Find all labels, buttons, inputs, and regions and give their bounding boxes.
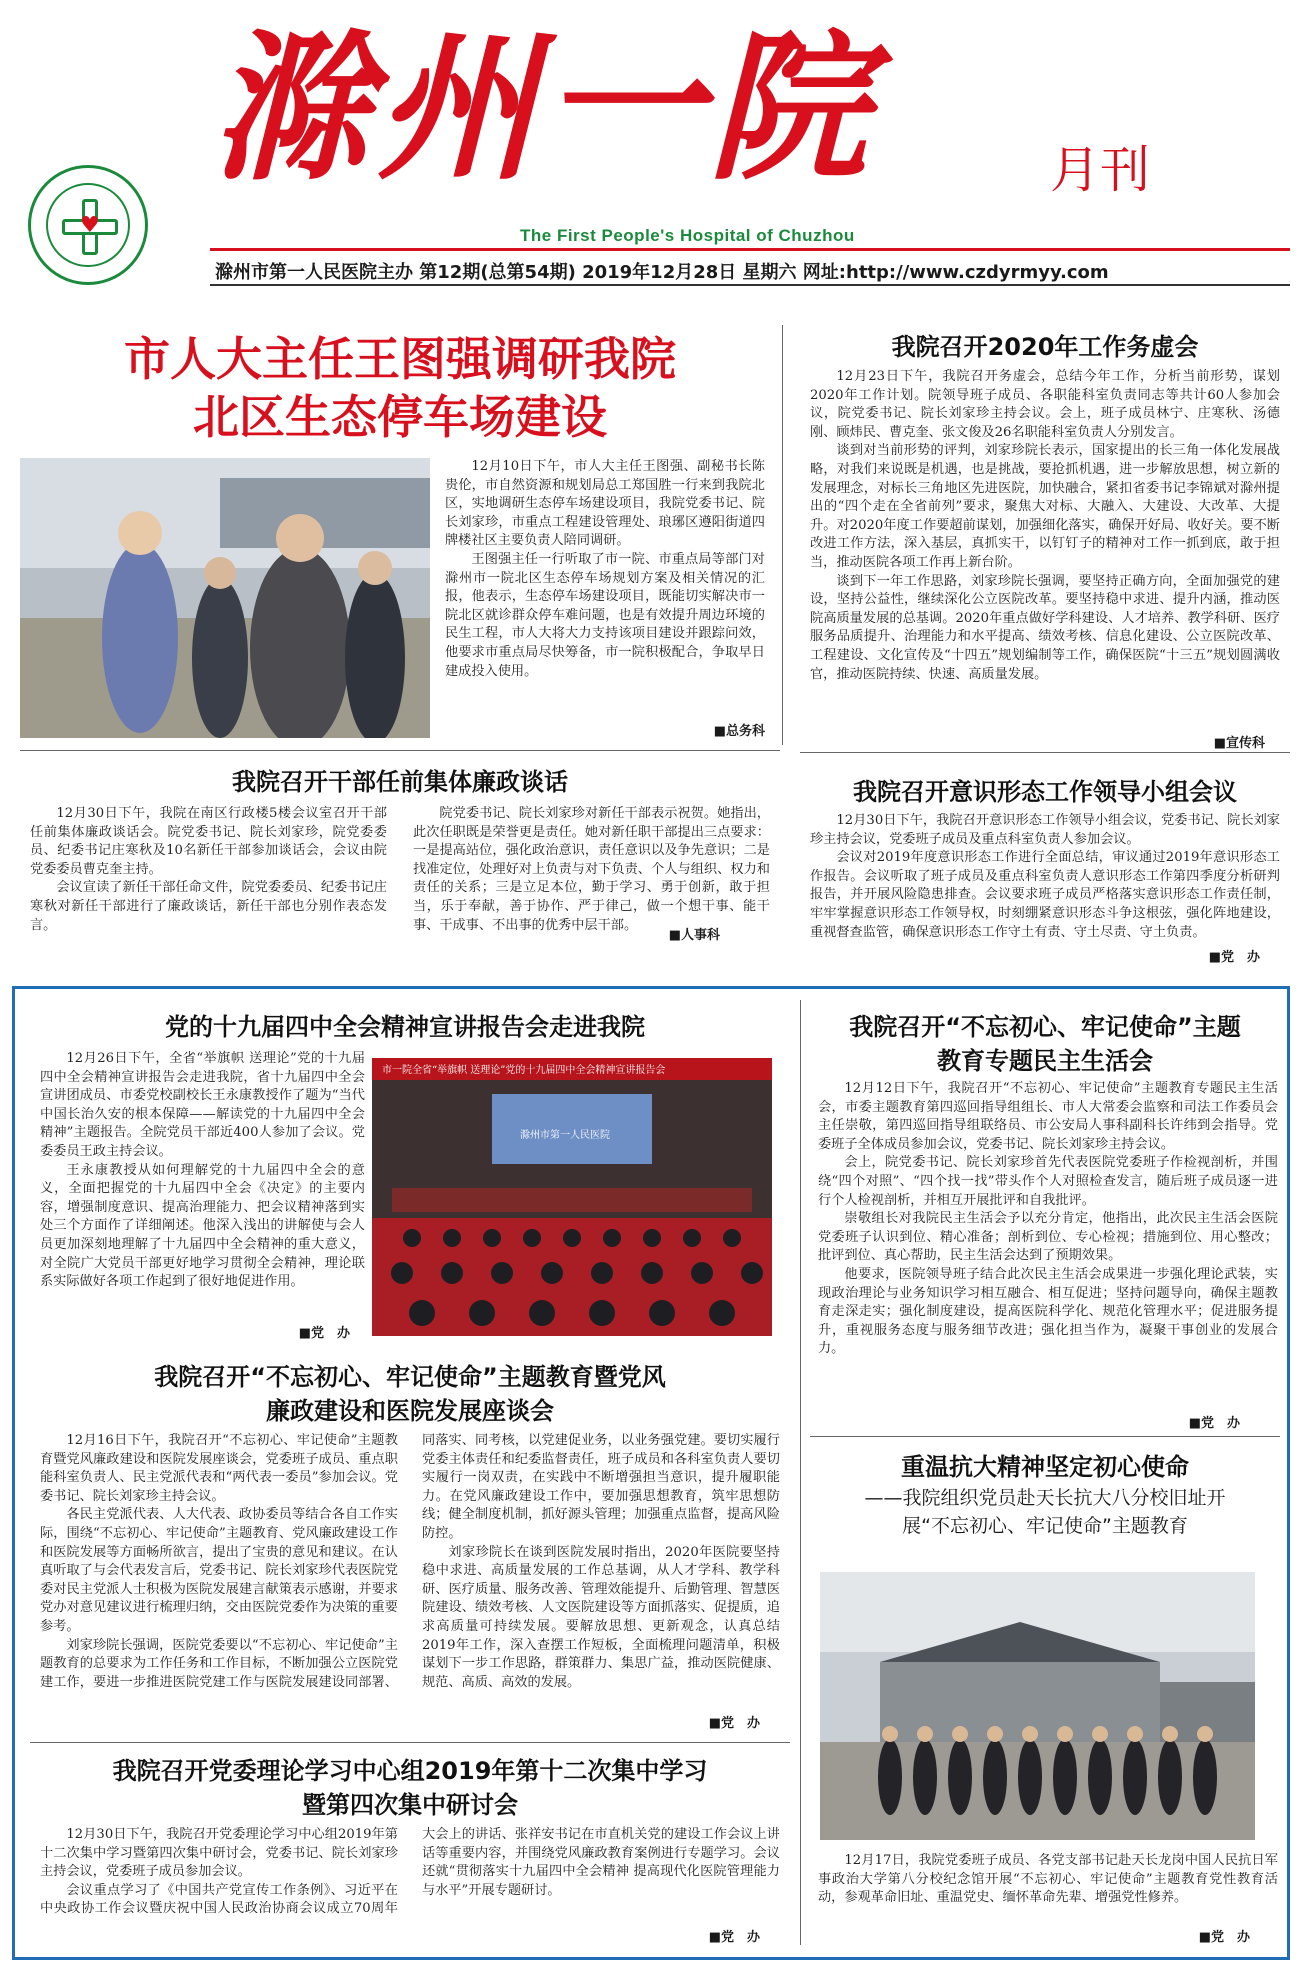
lecture-photo <box>372 1058 772 1336</box>
row-divider <box>30 1742 790 1743</box>
article-5-signature: ■党 办 <box>298 1326 350 1341</box>
lecture-banner: 市一院全省“举旗帜 送理论”党的十九届四中全会精神宣讲报告会 <box>382 1065 666 1076</box>
article-3-body: 12月30日下午，我院在南区行政楼5楼会议室召开干部任前集体廉政谈话会。院党委书记、院长刘家珍，院党委委员、纪委书记庄寒秋及10名新任干部参加谈话会，会议由院党委委员曹克奎主持。 会议宣读了新任干部任命文件，院党委委员、纪委书记庄寒秋对新任干部进行了廉政谈话，新任干部也分别作表态发言。 院党委书记、院长刘家珍对新任干部表示祝贺。她指出，此次任职既是荣誉更是责任。她对新任职干部提出三点要求：一是提高站位，强化政治意识，责任意识以及争先意识；二是找准定位，处理好对上负责与对下负责、个人与组织、权力和责任的关系；三是立足本位，勤于学习、勇于创新，敢于担当，乐于奉献，善于协作、严于律己，做一个想干事、能干事、干成事、不出事的优秀中层干部。 <box>30 806 770 933</box>
lecture-screen: 滁州市第一人民医院 <box>520 1130 610 1141</box>
article-6-signature: ■党 办 <box>1188 1416 1240 1431</box>
article-4-signature: ■党 办 <box>1208 950 1260 965</box>
info-rule <box>210 284 1290 286</box>
hospital-logo <box>28 165 148 285</box>
article-9-signature: ■党 办 <box>708 1930 760 1945</box>
article-7-title: 我院召开“不忘初心、牢记使命”主题教育暨党风 廉政建设和医院发展座谈会 <box>154 1363 666 1425</box>
lead-body: 12月10日下午，市人大主任王图强、副秘书长陈贵伦，市自然资源和规划局总工郑国胜一行来到我院北区，实地调研生态停车场建设项目，我院党委书记、院长刘家珍，市重点工程建设管理处、琅琊区遵阳街道四牌楼社区主要负责人陪同调研。 王图强主任一行听取了市一院、市重点局等部门对滁州市一院北区生态停车场规划方案及相关情况的汇报，他表示，生态停车场建设项目，既能切实解决市一院北区就诊群众停车难问题，也是有效提升周边环境的民生工程，市人大将大力支持该项目建设并跟踪问效，他要求市重点局尽快筹备，市一院积极配合，争取早日建成投入使用。 <box>445 459 765 679</box>
memorial-photo <box>820 1572 1255 1840</box>
issue-info: 滁州市第一人民医院主办 第12期(总第54期) 2019年12月28日 星期六 网址:http://www.czdyrmyy.com <box>215 262 1109 283</box>
article-4-body: 12月30日下午，我院召开意识形态工作领导小组会议，党委书记、院长刘家珍主持会议，党委班子成员及重点科室负责人参加会议。 会议对2019年度意识形态工作进行全面总结，审议通过2019年意识形态工作报告。会议听取了班子成员及重点科室负责人意识形态工作第四季度分析研判报告，并开展风险隐患排查。会议要求班子成员严格落实意识形态工作责任制，牢牢掌握意识形态工作领导权，时刻绷紧意识形态斗争这根弦，强化阵地建设，重视督查监管，确保意识形态工作守土有责、守土尽责、守土负责。 <box>810 813 1280 940</box>
article-2-signature: ■宣传科 <box>1213 736 1265 751</box>
article-2-title: 我院召开2020年工作务虚会 <box>891 333 1199 361</box>
row-divider <box>800 752 1290 753</box>
masthead-english: The First People's Hospital of Chuzhou <box>520 226 855 245</box>
masthead-rule <box>210 248 1290 251</box>
article-8-signature: ■党 办 <box>1198 1930 1250 1945</box>
article-4-title: 我院召开意识形态工作领导小组会议 <box>853 778 1237 806</box>
article-8-body: 12月17日，我院党委班子成员、各党支部书记赴天长龙岗中国人民抗日军事政治大学第八分校纪念馆开展“不忘初心、牢记使命”主题教育党性教育活动，参观革命旧址、重温党史、缅怀革命先辈、增强党性修养。 <box>818 1853 1278 1906</box>
row-divider <box>810 1436 1280 1437</box>
article-8-subtitle: ——我院组织党员赴天长抗大八分校旧址开 展“不忘初心、牢记使命”主题教育 <box>864 1487 1226 1537</box>
article-6-title: 我院召开“不忘初心、牢记使命”主题 教育专题民主生活会 <box>849 1013 1241 1075</box>
column-divider <box>800 1000 801 1945</box>
article-6-body: 12月12日下午，我院召开“不忘初心、牢记使命”主题教育专题民主生活会，市委主题教育第四巡回指导组组长、市人大常委会监察和司法工作委员会主任崇敬，第四巡回指导组联络员、市公安局人事科副科长许纬到会指导。党委班子全体成员参加会议，党委书记、院长刘家珍主持会议。 会上，院党委书记、院长刘家珍首先代表医院党委班子作检视剖析，并围绕“四个对照”、“四个找一找”带头作个人对照检查发言，随后班子成员逐一进行个人检视剖析，并相互开展批评和自我批评。 崇敬组长对我院民主生活会予以充分肯定，他指出，此次民主生活会医院党委班子认识到位、精心准备；剖析到位、专心检视；措施到位、用心整改；批评到位、真心帮助，民主生活会达到了预期效果。 他要求，医院领导班子结合此次民主生活会成果进一步强化理论武装，实现政治理论与业务知识学习相互融合、相互促进；坚持问题导向，确保主题教育走深走实；强化制度建设，提高医院科学化、规范化管理水平；促进服务提升，重视服务态度与服务细节改进；强化担当作为，凝聚干事创业的发展合力。 <box>818 1081 1278 1357</box>
article-3-title: 我院召开干部任前集体廉政谈话 <box>232 768 568 796</box>
masthead-monthly: 月刊 <box>1050 141 1150 199</box>
masthead-title: 滁州一院 <box>210 14 875 202</box>
article-9-body: 12月30日下午，我院召开党委理论学习中心组2019年第十二次集中学习暨第四次集中研讨会，党委书记、院长刘家珍主持会议，党委班子成员参加会议。 会议重点学习了《中国共产党宣传工作条例》、习近平在中央政协工作会议暨庆祝中国人民政治协商会议成立70周年大会上的讲话、张祥安书记在市直机关党的建设工作会议上讲话等重要内容，并围绕党风廉政教育案例进行专题学习。会议还就“贯彻落实十九届四中全会精神 提高现代化医院管理能力与水平”开展专题研讨。 <box>40 1827 780 1917</box>
article-2-body: 12月23日下午，我院召开务虚会，总结今年工作，分析当前形势，谋划2020年工作计划。院领导班子成员、各职能科室负责同志等共计60人参加会议，院党委书记、院长刘家珍主持会议。会上，班子成员林宁、庄寒秋、汤德刚、顾炜民、曹克奎、张文俊及26名职能科室负责人分别发言。 谈到对当前形势的评判，刘家珍院长表示，国家提出的长三角一体化发展战略，对我们来说既是机遇，也是挑战，要抢抓机遇，进一步解放思想，树立新的发展理念，对标长三角地区先进医院，加快融合，紧扣省委书记李锦斌对滁州提出的“四个走在全省前列”要求，聚焦大对标、大融入、大建设、大改革、大提升。对2020年度工作要超前谋划，加强细化落实，确保开好局、收好关。要不断改进工作方法，深入基层，真抓实干，以钉钉子的精神对工作一抓到底，敢于担当，推动医院各项工作再上新台阶。 谈到下一年工作思路，刘家珍院长强调，要坚持正确方向，全面加强党的建设，坚持公益性，继续深化公立医院改革。要坚持稳中求进、提升内涵，推动医院高质量发展的总基调。2020年重点做好学科建设、人才培养、教学科研、医疗服务品质提升、治理能力和水平提高、绩效考核、信息化建设、公立医院改革、工程建设、文化宣传及“十四五”规划编制等工作，确保医院“十三五”规划圆满收官，推动医院持续、快速、高质量发展。 <box>810 369 1280 682</box>
lead-photo <box>20 458 430 738</box>
article-7-signature: ■党 办 <box>708 1716 760 1731</box>
article-8-title: 重温抗大精神坚定初心使命 <box>901 1453 1189 1481</box>
article-5-body: 12月26日下午，全省“举旗帜 送理论”党的十九届四中全会精神宣讲报告会走进我院，省十九届四中全会宣讲团成员、市委党校副校长王永康教授作了题为“当代中国长治久安的根本保障——解读党的十九届四中全会精神”主题报告。全院党员干部近400人参加了会议。党委委员王政主持会议。 王永康教授从如何理解党的十九届四中全会的意义，全面把握党的十九届四中全会《决定》的主要内容，增强制度意识、提高治理能力、把会议精神落到实处三个方面作了详细阐述。他深入浅出的讲解使与会人员更加深刻地理解了十九届四中全会精神的重大意义，对全院广大党员干部更好地学习贯彻全会精神，理论联系实际做好各项工作起到了很好地促进作用。 <box>40 1051 365 1290</box>
article-3-signature: ■人事科 <box>668 928 720 943</box>
column-divider <box>782 325 783 745</box>
lead-headline: 市人大主任王图强调研我院 北区生态停车场建设 <box>124 332 676 444</box>
article-7-body: 12月16日下午，我院召开“不忘初心、牢记使命”主题教育暨党风廉政建设和医院发展座谈会，党委班子成员、重点职能科室负责人、民主党派代表和“两代表一委员”参加会议。党委书记、院长刘家珍主持会议。 各民主党派代表、人大代表、政协委员等结合各自工作实际，围绕“不忘初心、牢记使命”主题教育、党风廉政建设工作和医院发展等方面畅所欲言，提出了宝贵的意见和建议。在认真听取了与会代表发言后，党委书记、院长刘家珍代表医院党委对民主党派人士积极为医院发展建言献策表示感谢，并要求党办对意见建议进行梳理归纳，交由医院党委作为决策的重要参考。 刘家珍院长强调，医院党委要以“不忘初心、牢记使命”主题教育的总要求为工作任务和工作目标，不断加强公立医院党建工作，要进一步推进医院党建工作与医院发展建设同部署、同落实、同考核，以党建促业务，以业务强党建。要切实履行党委主体责任和纪委监督责任，班子成员和各科室负责人要切实履行一岗双责，在实践中不断增强担当意识，提升履职能力。在党风廉政建设工作中，要加强思想教育，筑牢思想防线；健全制度机制，抓好源头管理；加强重点监督，提高风险防控。 刘家珍院长在谈到医院发展时指出，2020年医院要坚持稳中求进、高质量发展的工作总基调，从人才学科、教学科研、医疗质量、服务改善、管理效能提升、后勤管理、智慧医院建设、绩效考核、人文医院建设等方面抓落实、促提质，追求高质量可持续发展。要解放思想、更新观念，认真总结2019年工作，深入查摆工作短板，全面梳理问题清单，积极谋划下一步工作思路，群策群力、集思广益，推动医院健康、规范、高质、高效的发展。 <box>40 1433 780 1690</box>
lead-signature: ■总务科 <box>713 724 765 739</box>
row-divider <box>20 750 780 751</box>
article-5-title: 党的十九届四中全会精神宣讲报告会走进我院 <box>165 1013 645 1041</box>
heart-icon: ♥ <box>80 213 100 238</box>
article-9-title: 我院召开党委理论学习中心组2019年第十二次集中学习 暨第四次集中研讨会 <box>112 1757 708 1819</box>
